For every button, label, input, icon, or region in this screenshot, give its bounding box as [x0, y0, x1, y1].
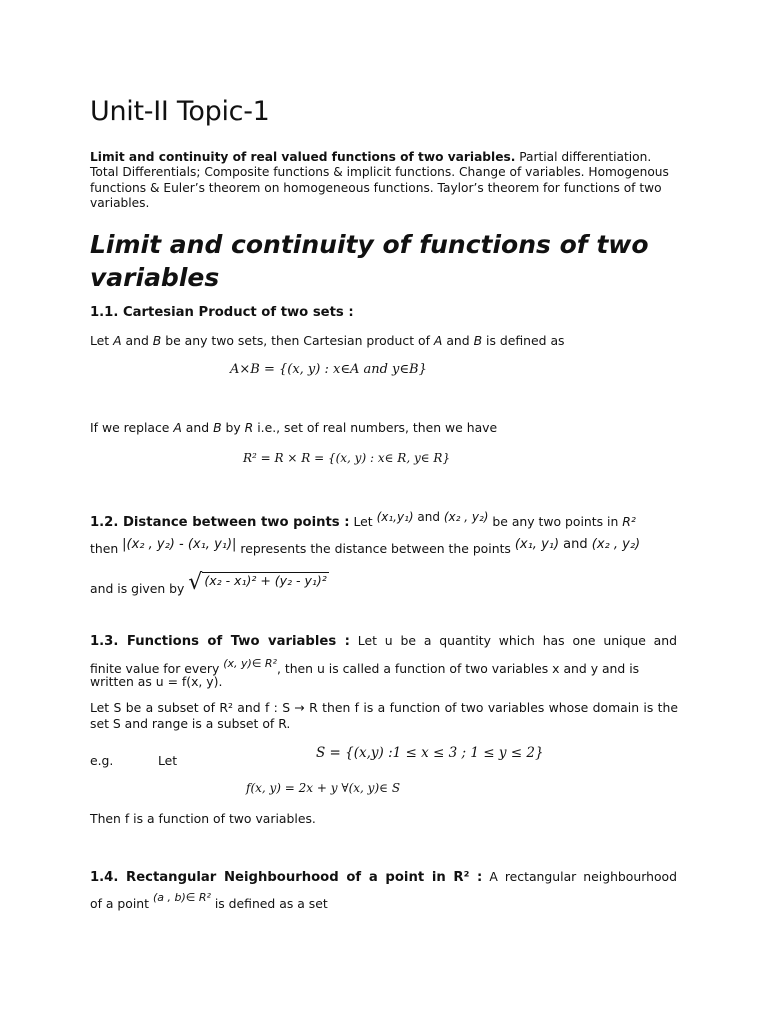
distance-formula: (x₂ - x₁)² + (y₂ - y₁)² — [204, 573, 327, 588]
math-var: B — [152, 333, 162, 348]
equation-cartesian-product: A×B = {(x, y) : x∈A and y∈B} — [230, 362, 427, 377]
text-run: is defined as — [482, 333, 565, 348]
point-ab-in-r2: (a , b)∈ R² — [152, 891, 211, 904]
sqrt-symbol: √ — [188, 570, 203, 595]
text-run: and — [121, 333, 153, 348]
paragraph-1-3-line1 — [90, 630, 677, 649]
point-2: (x₂ , y₂) — [443, 510, 489, 524]
text-run: , then u is called a function of two variables x and y and is — [276, 661, 640, 676]
intro-rest-text: Partial differentiation. Total Differentials; Composite functions & implicit functions. Change of variables. Homogenous functions & Euler’s theorem on homogeneous functions. Taylor’s theorem for functions of two variables. — [90, 150, 669, 211]
text-run: and — [559, 537, 592, 552]
text-run: Let u be a quantity which has one unique and — [349, 633, 677, 648]
paragraph-1-4-line1 — [90, 866, 677, 885]
equation-set-s: S = {(x,y) :1 ≤ x ≤ 3 ; 1 ≤ y ≤ 2} — [316, 745, 544, 761]
text-run: If we replace — [90, 420, 174, 435]
text-run: Let — [90, 333, 114, 348]
text-run: and — [413, 510, 444, 524]
math-var: B — [473, 333, 483, 348]
text-run: finite value for every — [90, 661, 224, 676]
text-run: i.e., set of real numbers, then we have — [253, 420, 498, 435]
text-run: be any two points in — [488, 514, 623, 529]
text-run: Let — [349, 514, 377, 529]
intro-bold-text: Limit and continuity of real valued functions of two variables. — [90, 150, 516, 164]
paragraph-1-3-line2 — [90, 652, 680, 676]
paragraph-1-3-line3: written as u = f(x, y). — [90, 674, 223, 689]
paragraph-1-2-line2 — [90, 538, 640, 557]
text-run: is defined as a set — [210, 896, 328, 911]
subsection-heading-1-1: 1.1. Cartesian Product of two sets : — [90, 305, 354, 320]
text-run: represents the distance between the points — [236, 541, 515, 556]
math-var: R — [244, 420, 254, 435]
subsection-heading-1-3: 1.3. Functions of Two variables : — [90, 634, 350, 649]
paragraph-1-3-c: Then f is a function of two variables. — [90, 811, 316, 826]
paragraph-1-1-a — [90, 333, 565, 349]
text-run: and is given by — [90, 581, 189, 596]
paragraph-1-3-b: Let S be a subset of R² and f : S → R then f is a function of two variables whose domain is the set S and range is a subset of R. — [90, 700, 678, 731]
math-var: R² — [622, 514, 636, 529]
text-run: and — [181, 420, 214, 435]
paragraph-1-2-line3 — [90, 566, 329, 596]
eg-label: e.g. — [90, 753, 114, 768]
equation-f: f(x, y) = 2x + y ∀(x, y)∈ S — [246, 781, 401, 795]
text-run: and — [442, 333, 474, 348]
math-var: A — [433, 333, 443, 348]
page-title: Unit-II Topic-1 — [90, 96, 270, 127]
point-1-b: (x₁, y₁) — [514, 537, 560, 552]
point-2-b: (x₂ , y₂) — [591, 537, 641, 552]
subsection-heading-1-4: 1.4. Rectangular Neighbourhood of a point in R² : — [90, 870, 483, 885]
paragraph-1-1-b — [90, 420, 497, 436]
section-heading: Limit and continuity of functions of two variables — [90, 230, 649, 292]
point-in-r2: (x, y)∈ R² — [223, 657, 277, 670]
paragraph-1-2-line1 — [90, 511, 680, 530]
math-var: B — [213, 420, 222, 435]
text-run: be any two sets, then Cartesian product of — [161, 333, 434, 348]
math-var: A — [173, 420, 182, 435]
text-run: of a point — [90, 896, 153, 911]
subsection-heading-1-2: 1.2. Distance between two points : — [90, 515, 350, 530]
point-1: (x₁,y₁) — [376, 510, 414, 524]
text-run: then — [90, 541, 123, 556]
paragraph-1-4-line2 — [90, 886, 328, 911]
math-var: A — [113, 333, 122, 348]
intro-paragraph — [90, 150, 680, 212]
distance-norm: |(x₂ , y₂) - (x₁, y₁)| — [122, 537, 237, 552]
equation-r-squared: R² = R × R = {(x, y) : x∈ R, y∈ R} — [243, 451, 451, 465]
text-run: by — [221, 420, 245, 435]
text-run: A rectangular neighbourhood — [482, 869, 677, 884]
let-label: Let — [158, 753, 178, 768]
